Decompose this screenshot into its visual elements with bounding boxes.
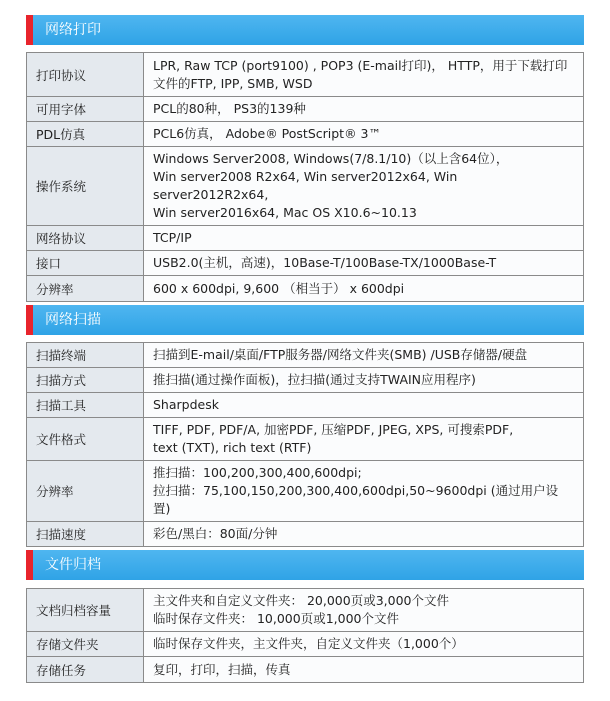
value-line: 600 x 600dpi, 9,600 （相当于） x 600dpi <box>153 280 405 296</box>
row-key: 文档归档容量 <box>27 589 144 632</box>
table-row <box>27 632 584 657</box>
row-value <box>144 418 584 461</box>
table-row <box>27 97 584 122</box>
table-row <box>27 657 584 683</box>
row-key: 可用字体 <box>27 97 144 122</box>
spec-table-document-filing <box>26 588 584 683</box>
row-key: 扫描工具 <box>27 393 144 418</box>
row-key: PDL仿真 <box>27 122 144 147</box>
value-line: Win server2016x64, Mac OS X10.6~10.13 <box>153 205 417 220</box>
value-line: 临时保存文件夹，主文件夹，自定义文件夹（1,000个） <box>153 636 464 651</box>
value-line: PCL的80种， PS3的139种 <box>153 101 306 116</box>
row-key: 扫描速度 <box>27 522 144 547</box>
value-line: Sharpdesk <box>153 397 219 412</box>
row-value <box>144 147 584 226</box>
table-row <box>27 226 584 251</box>
section-title: 网络扫描 <box>45 312 101 328</box>
value-line: 扫描到E-mail/桌面/FTP服务器/网络文件夹(SMB) /USB存储器/硬盘 <box>153 347 528 362</box>
row-value <box>144 251 584 276</box>
table-row <box>27 461 584 522</box>
row-key: 扫描终端 <box>27 343 144 368</box>
row-value <box>144 122 584 147</box>
section-header-network-scan <box>26 305 584 335</box>
value-line: 文件的FTP, IPP, SMB, WSD <box>153 75 313 91</box>
table-row <box>27 147 584 226</box>
table-row <box>27 343 584 368</box>
row-value <box>144 226 584 251</box>
section-title: 网络打印 <box>45 22 101 38</box>
row-value <box>144 461 584 522</box>
row-key: 打印协议 <box>27 53 144 97</box>
spec-table-network-scan <box>26 342 584 547</box>
row-value <box>144 368 584 393</box>
value-line: 推扫描(通过操作面板)，拉扫描(通过支持TWAIN应用程序) <box>153 372 476 387</box>
row-value <box>144 53 584 97</box>
row-key: 存储任务 <box>27 657 144 683</box>
table-row <box>27 393 584 418</box>
table-row <box>27 368 584 393</box>
section-header-document-filing <box>26 550 584 580</box>
row-key: 分辨率 <box>27 276 144 302</box>
row-value <box>144 97 584 122</box>
value-line: text (TXT), rich text (RTF) <box>153 440 312 455</box>
row-key: 存储文件夹 <box>27 632 144 657</box>
table-row <box>27 251 584 276</box>
value-line: 彩色/黑白：80面/分钟 <box>153 526 278 541</box>
value-line: Windows Server2008, Windows(7/8.1/10)（以上含64位）， <box>153 151 509 166</box>
row-key: 扫描方式 <box>27 368 144 393</box>
section-header-network-print <box>26 15 584 45</box>
value-line: 临时保存文件夹： 10,000页或1,000个文件 <box>153 611 399 626</box>
value-line: PCL6仿真， Adobe® PostScript® 3™ <box>153 126 382 141</box>
value-line: Win server2008 R2x64, Win server2012x64, Win server2012R2x64, <box>153 169 458 202</box>
section-title: 文件归档 <box>45 557 101 573</box>
row-key: 文件格式 <box>27 418 144 461</box>
value-line: TIFF, PDF, PDF/A, 加密PDF, 压缩PDF, JPEG, XPS, 可搜索PDF, <box>153 422 514 437</box>
value-line: 主文件夹和自定义文件夹： 20,000页或3,000个文件 <box>153 593 449 608</box>
value-line: 推扫描：100,200,300,400,600dpi; <box>153 465 362 480</box>
row-value <box>144 522 584 547</box>
row-value <box>144 657 584 683</box>
value-line: TCP/IP <box>153 230 192 245</box>
row-value <box>144 589 584 632</box>
row-value <box>144 393 584 418</box>
table-row <box>27 122 584 147</box>
row-value <box>144 343 584 368</box>
row-key: 接口 <box>27 251 144 276</box>
table-row <box>27 522 584 547</box>
spec-table-network-print <box>26 52 584 302</box>
row-key: 分辨率 <box>27 461 144 522</box>
table-row <box>27 53 584 97</box>
row-key: 网络协议 <box>27 226 144 251</box>
row-value <box>144 276 584 302</box>
value-line: USB2.0(主机，高速)，10Base-T/100Base-TX/1000Base-T <box>153 255 497 270</box>
row-key: 操作系统 <box>27 147 144 226</box>
table-row <box>27 276 584 302</box>
value-line: LPR, Raw TCP (port9100) , POP3 (E-mail打印)， HTTP，用于下载打印 <box>153 57 568 73</box>
value-line: 复印，打印，扫描，传真 <box>153 661 291 677</box>
row-value <box>144 632 584 657</box>
value-line: 拉扫描：75,100,150,200,300,400,600dpi,50~9600dpi (通过用户设置) <box>153 483 559 516</box>
table-row <box>27 589 584 632</box>
table-row <box>27 418 584 461</box>
